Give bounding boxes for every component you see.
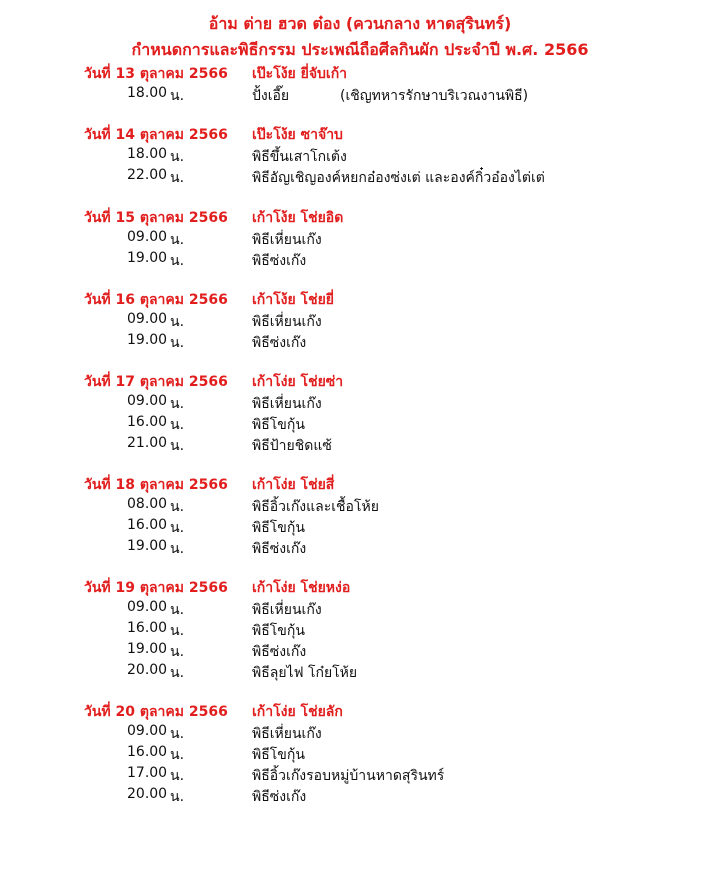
activity: พิธีซ่งเก๊ง <box>252 789 307 805</box>
time-unit: น. <box>170 665 185 681</box>
schedule-row <box>0 537 720 558</box>
schedule-row <box>0 619 720 640</box>
schedule-row <box>0 598 720 619</box>
schedule-row <box>0 331 720 352</box>
day-block <box>0 206 720 270</box>
day-name: เก้าโง่ย โช่ยหง่อ <box>252 580 351 596</box>
schedule-row <box>0 228 720 249</box>
time-unit: น. <box>170 623 185 639</box>
time: 21.00 <box>127 435 168 451</box>
day-date: วันที่ 18 ตุลาคม 2566 <box>84 477 228 493</box>
day-name: เก้าโง่ย โช่ยซ่า <box>252 374 344 390</box>
time: 18.00 <box>127 85 168 101</box>
time-unit: น. <box>170 541 185 557</box>
time-unit: น. <box>170 253 185 269</box>
activity: ปั้งเอี๊ย <box>252 88 290 104</box>
schedule-row <box>0 516 720 537</box>
day-header <box>0 123 720 145</box>
activity: พิธีเหี่ยนเก๊ง <box>252 232 322 248</box>
time: 09.00 <box>127 599 168 615</box>
time: 16.00 <box>127 620 168 636</box>
time-unit: น. <box>170 726 185 742</box>
time: 20.00 <box>127 786 168 802</box>
day-date: วันที่ 17 ตุลาคม 2566 <box>84 374 228 390</box>
day-date: วันที่ 16 ตุลาคม 2566 <box>84 292 228 308</box>
time-unit: น. <box>170 602 185 618</box>
day-block <box>0 473 720 558</box>
day-date: วันที่ 19 ตุลาคม 2566 <box>84 580 228 596</box>
day-date: วันที่ 13 ตุลาคม 2566 <box>84 66 228 82</box>
time-unit: น. <box>170 417 185 433</box>
day-date: วันที่ 14 ตุลาคม 2566 <box>84 127 228 143</box>
day-block <box>0 123 720 187</box>
schedule-row <box>0 661 720 682</box>
day-header <box>0 700 720 722</box>
time-unit: น. <box>170 314 185 330</box>
activity: พิธีโขกุ้น <box>252 520 305 536</box>
activity: พิธีซ่งเก๊ง <box>252 335 307 351</box>
day-header <box>0 206 720 228</box>
time: 19.00 <box>127 538 168 554</box>
activity: พิธีโขกุ้น <box>252 417 305 433</box>
schedule-row <box>0 413 720 434</box>
activity: พิธีโขกุ้น <box>252 623 305 639</box>
day-block <box>0 700 720 806</box>
time-unit: น. <box>170 747 185 763</box>
day-name: เก้าโง้ย โช่ยอิด <box>252 210 344 226</box>
activity: พิธีลุยไฟ โก๋ยโห้ย <box>252 665 358 681</box>
time: 16.00 <box>127 744 168 760</box>
activity-note: (เชิญทหารรักษาบริเวณงานพิธี) <box>340 88 529 104</box>
time: 08.00 <box>127 496 168 512</box>
schedule-row <box>0 640 720 661</box>
day-block <box>0 370 720 455</box>
time-unit: น. <box>170 170 185 186</box>
activity: พิธีซ่งเก๊ง <box>252 253 307 269</box>
day-header <box>0 62 720 84</box>
day-name: เก้าโง้ย โช่ยยี่ <box>252 292 334 308</box>
time-unit: น. <box>170 768 185 784</box>
time: 22.00 <box>127 167 168 183</box>
day-header <box>0 370 720 392</box>
time-unit: น. <box>170 499 185 515</box>
day-date: วันที่ 15 ตุลาคม 2566 <box>84 210 228 226</box>
day-block <box>0 62 720 105</box>
time-unit: น. <box>170 335 185 351</box>
activity: พิธีเหี่ยนเก๊ง <box>252 602 322 618</box>
time-unit: น. <box>170 789 185 805</box>
time: 18.00 <box>127 146 168 162</box>
day-name: เก้าโง่ย โช่ยสี่ <box>252 477 335 493</box>
time-unit: น. <box>170 644 185 660</box>
time: 16.00 <box>127 414 168 430</box>
day-header <box>0 473 720 495</box>
activity: พิธีอิ้วเก๊งและเชื้อโห้ย <box>252 499 379 515</box>
day-block <box>0 288 720 352</box>
document-subtitle: กำหนดการและพิธีกรรม ประเพณีถือศีลกินผัก ประจำปี พ.ศ. 2566 <box>131 40 589 59</box>
activity: พิธีเหี่ยนเก๊ง <box>252 396 322 412</box>
activity: พิธีซ่งเก๊ง <box>252 644 307 660</box>
day-header <box>0 288 720 310</box>
activity: พิธีเหี่ยนเก๊ง <box>252 314 322 330</box>
activity: พิธีอิ้วเก๊งรอบหมู่บ้านหาดสุรินทร์ <box>252 768 445 784</box>
time-unit: น. <box>170 149 185 165</box>
day-name: เก้าโง่ย โช่ยลัก <box>252 704 343 720</box>
activity: พิธีซ่งเก๊ง <box>252 541 307 557</box>
schedule-row <box>0 392 720 413</box>
schedule-row <box>0 764 720 785</box>
activity: พิธีป้ายชิดแซ้ <box>252 438 332 454</box>
time-unit: น. <box>170 88 185 104</box>
time: 20.00 <box>127 662 168 678</box>
day-name: เป๊ะโง้ย ยี่จับเก้า <box>252 66 348 82</box>
time: 19.00 <box>127 332 168 348</box>
time: 09.00 <box>127 723 168 739</box>
time: 17.00 <box>127 765 168 781</box>
schedule-row <box>0 145 720 166</box>
activity: พิธีโขกุ้น <box>252 747 305 763</box>
time-unit: น. <box>170 438 185 454</box>
time: 16.00 <box>127 517 168 533</box>
schedule-row <box>0 743 720 764</box>
day-name: เป๊ะโง้ย ซาจ๊าบ <box>252 127 343 143</box>
time-unit: น. <box>170 520 185 536</box>
activity: พิธีขึ้นเสาโกเต้ง <box>252 149 347 165</box>
time: 09.00 <box>127 229 168 245</box>
schedule-row <box>0 84 720 105</box>
schedule-row <box>0 722 720 743</box>
schedule-row <box>0 249 720 270</box>
time-unit: น. <box>170 232 185 248</box>
time: 09.00 <box>127 311 168 327</box>
time: 09.00 <box>127 393 168 409</box>
schedule-row <box>0 495 720 516</box>
day-header <box>0 576 720 598</box>
day-date: วันที่ 20 ตุลาคม 2566 <box>84 704 228 720</box>
schedule-row <box>0 166 720 187</box>
day-block <box>0 576 720 682</box>
activity: พิธีเหี่ยนเก๊ง <box>252 726 322 742</box>
schedule-row <box>0 310 720 331</box>
time-unit: น. <box>170 396 185 412</box>
time: 19.00 <box>127 641 168 657</box>
schedule-row <box>0 434 720 455</box>
activity: พิธีอัญเชิญองค์หยกอ๋องซ่งเต่ และองค์กิ๋วอ๋องไต่เต่ <box>252 170 545 186</box>
schedule-row <box>0 785 720 806</box>
time: 19.00 <box>127 250 168 266</box>
document-title: อ้าม ต่าย ฮวด ต๋อง (ควนกลาง หาดสุรินทร์) <box>208 14 512 33</box>
